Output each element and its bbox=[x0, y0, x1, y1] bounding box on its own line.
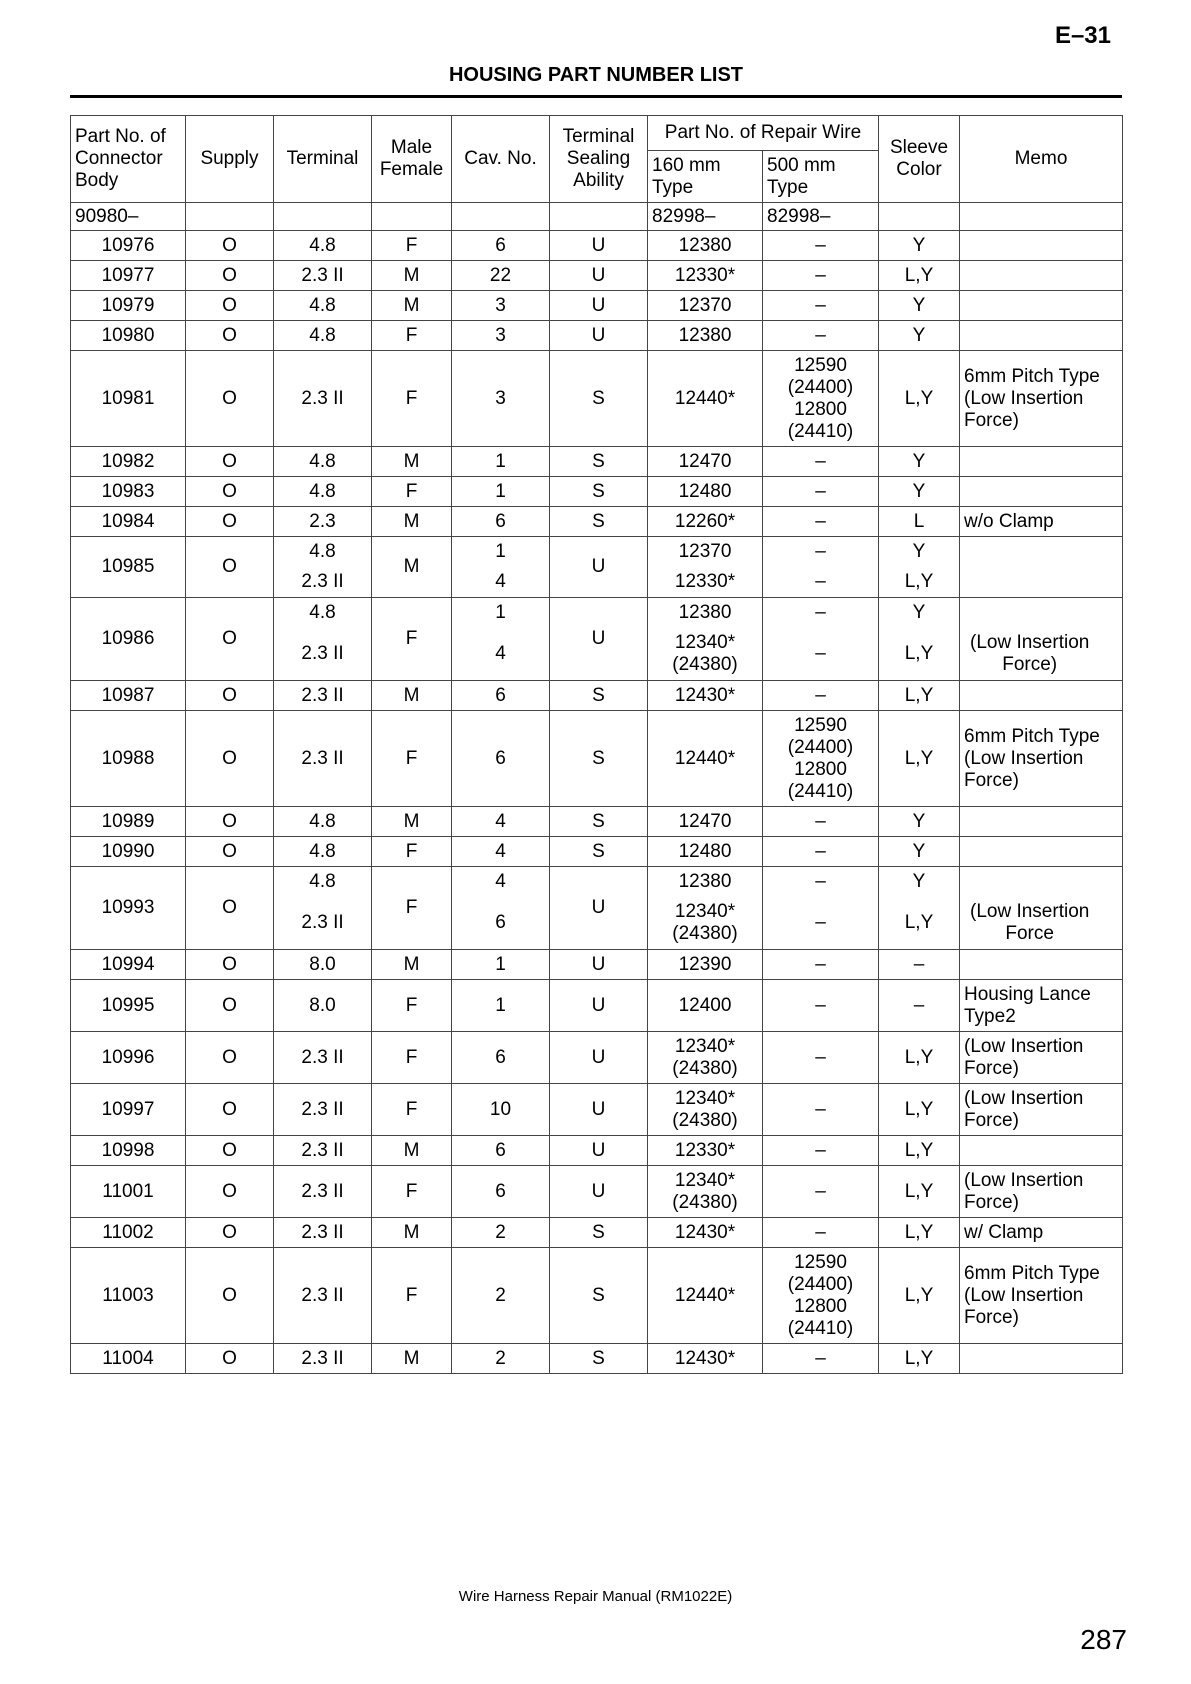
cell-500mm: 12590 (24400) 12800 (24410) bbox=[763, 1248, 879, 1344]
cell-sealing: S bbox=[550, 1218, 648, 1248]
cell-male-female: F bbox=[372, 1032, 452, 1084]
table-row bbox=[71, 980, 1123, 1032]
table-row bbox=[71, 867, 1123, 950]
table-row bbox=[71, 598, 1123, 681]
cell-500mm: – bbox=[763, 231, 879, 261]
cell-sleeve: Y bbox=[879, 837, 960, 867]
cell-sleeve: L,Y bbox=[879, 681, 960, 711]
cell-part-no: 10982 bbox=[71, 447, 186, 477]
cell-500mm: – bbox=[763, 807, 879, 837]
cell-sleeve: L,Y bbox=[879, 1084, 960, 1136]
cell-memo: (Low Insertion Force) bbox=[960, 1166, 1123, 1218]
prefix-row bbox=[71, 203, 1123, 231]
cell-sealing: U bbox=[550, 261, 648, 291]
cell-sealing: S bbox=[550, 681, 648, 711]
table-row bbox=[71, 507, 1123, 537]
cell-sealing: U bbox=[550, 1032, 648, 1084]
cell-160mm: 12330* bbox=[648, 261, 763, 291]
table-row bbox=[71, 837, 1123, 867]
cell-part-no: 10987 bbox=[71, 681, 186, 711]
cell-part-no: 10988 bbox=[71, 711, 186, 807]
cell-terminal: 4.8 bbox=[274, 291, 372, 321]
cell-part-no: 11002 bbox=[71, 1218, 186, 1248]
cell-terminal: 2.3 II bbox=[274, 1218, 372, 1248]
cell-male-female: M bbox=[372, 1344, 452, 1374]
cell-cav: 22 bbox=[452, 261, 550, 291]
cell-sealing: S bbox=[550, 711, 648, 807]
cell-part-no: 10993 bbox=[71, 867, 186, 950]
cell-500mm: – – bbox=[763, 598, 879, 681]
cell-160mm: 12400 bbox=[648, 980, 763, 1032]
cell-500mm: – bbox=[763, 1136, 879, 1166]
cell-sleeve: Y bbox=[879, 321, 960, 351]
cell-part-no: 10979 bbox=[71, 291, 186, 321]
cell-terminal: 2.3 II bbox=[274, 351, 372, 447]
cell-part-no: 10997 bbox=[71, 1084, 186, 1136]
cell-cav: 6 bbox=[452, 711, 550, 807]
cell-memo bbox=[960, 537, 1123, 598]
col-sleeve: Sleeve Color bbox=[879, 116, 960, 203]
cell-memo: w/ Clamp bbox=[960, 1218, 1123, 1248]
col-cav-no: Cav. No. bbox=[452, 116, 550, 203]
cell-supply: O bbox=[186, 1136, 274, 1166]
cell-supply: O bbox=[186, 1032, 274, 1084]
cell-160mm: 12440* bbox=[648, 1248, 763, 1344]
cell-terminal: 2.3 II bbox=[274, 711, 372, 807]
cell-500mm: – bbox=[763, 261, 879, 291]
cell-memo bbox=[960, 681, 1123, 711]
cell-male-female: M bbox=[372, 507, 452, 537]
cell-part-no: 10995 bbox=[71, 980, 186, 1032]
cell-cav: 6 bbox=[452, 681, 550, 711]
col-sealing: Terminal Sealing Ability bbox=[550, 116, 648, 203]
cell-cav: 4 6 bbox=[452, 867, 550, 950]
cell-160mm: 12430* bbox=[648, 1218, 763, 1248]
housing-part-table bbox=[70, 115, 1123, 1374]
cell-160mm: 12430* bbox=[648, 1344, 763, 1374]
table-row bbox=[71, 1248, 1123, 1344]
cell-160mm: 12260* bbox=[648, 507, 763, 537]
cell-sleeve: L,Y bbox=[879, 711, 960, 807]
cell-part-no: 10976 bbox=[71, 231, 186, 261]
cell-terminal: 4.8 2.3 II bbox=[274, 537, 372, 598]
cell-terminal: 2.3 II bbox=[274, 1136, 372, 1166]
cell-part-no: 10990 bbox=[71, 837, 186, 867]
cell-sealing: U bbox=[550, 1136, 648, 1166]
cell-160mm: 12480 bbox=[648, 477, 763, 507]
cell-memo: w/o Clamp bbox=[960, 507, 1123, 537]
cell-cav: 1 bbox=[452, 447, 550, 477]
cell-terminal: 4.8 bbox=[274, 807, 372, 837]
cell-terminal: 2.3 II bbox=[274, 1084, 372, 1136]
cell-male-female: F bbox=[372, 351, 452, 447]
cell-terminal: 4.8 bbox=[274, 447, 372, 477]
cell-male-female: M bbox=[372, 537, 452, 598]
cell-supply: O bbox=[186, 950, 274, 980]
cell-memo bbox=[960, 807, 1123, 837]
cell-terminal: 4.8 2.3 II bbox=[274, 867, 372, 950]
cell-500mm: – bbox=[763, 980, 879, 1032]
cell-male-female: M bbox=[372, 1136, 452, 1166]
cell-sleeve: Y bbox=[879, 447, 960, 477]
cell-cav: 2 bbox=[452, 1344, 550, 1374]
cell-160mm: 12470 bbox=[648, 807, 763, 837]
cell-supply: O bbox=[186, 867, 274, 950]
table-row bbox=[71, 950, 1123, 980]
cell-terminal: 8.0 bbox=[274, 950, 372, 980]
cell-sealing: S bbox=[550, 477, 648, 507]
cell-500mm: – bbox=[763, 1344, 879, 1374]
cell-memo bbox=[960, 950, 1123, 980]
col-memo: Memo bbox=[960, 116, 1123, 203]
cell-sealing: U bbox=[550, 950, 648, 980]
cell-cav: 4 bbox=[452, 807, 550, 837]
cell-500mm: – bbox=[763, 291, 879, 321]
cell-160mm: 12380 12340* (24380) bbox=[648, 598, 763, 681]
cell-part-no: 10977 bbox=[71, 261, 186, 291]
cell-500mm: – bbox=[763, 681, 879, 711]
table-row bbox=[71, 1344, 1123, 1374]
cell-part-no: 10986 bbox=[71, 598, 186, 681]
cell-memo: 6mm Pitch Type (Low Insertion Force) bbox=[960, 711, 1123, 807]
cell-part-no: 11004 bbox=[71, 1344, 186, 1374]
table-row bbox=[71, 231, 1123, 261]
cell-supply: O bbox=[186, 598, 274, 681]
table-row bbox=[71, 807, 1123, 837]
cell-cav: 1 bbox=[452, 477, 550, 507]
cell-male-female: F bbox=[372, 1166, 452, 1218]
t160-prefix: 82998– bbox=[648, 203, 763, 231]
cell-supply: O bbox=[186, 837, 274, 867]
cell-part-no: 11003 bbox=[71, 1248, 186, 1344]
page-title: HOUSING PART NUMBER LIST bbox=[448, 64, 744, 86]
cell-sleeve: L bbox=[879, 507, 960, 537]
cell-male-female: F bbox=[372, 321, 452, 351]
cell-sealing: S bbox=[550, 837, 648, 867]
cell-memo bbox=[960, 447, 1123, 477]
cell-500mm: – bbox=[763, 507, 879, 537]
cell-500mm: – bbox=[763, 1084, 879, 1136]
cell-male-female: F bbox=[372, 980, 452, 1032]
cell-sleeve: L,Y bbox=[879, 261, 960, 291]
cell-memo bbox=[960, 291, 1123, 321]
cell-supply: O bbox=[186, 291, 274, 321]
col-repair-wire: Part No. of Repair Wire bbox=[648, 116, 879, 151]
cell-male-female: F bbox=[372, 867, 452, 950]
cell-supply: O bbox=[186, 477, 274, 507]
cell-sealing: U bbox=[550, 231, 648, 261]
cell-sleeve: Y bbox=[879, 477, 960, 507]
table-row bbox=[71, 477, 1123, 507]
cell-sleeve: L,Y bbox=[879, 1032, 960, 1084]
col-500mm: 500 mm Type bbox=[763, 151, 879, 203]
cell-sleeve: L,Y bbox=[879, 1344, 960, 1374]
cell-sealing: U bbox=[550, 1166, 648, 1218]
cell-male-female: M bbox=[372, 447, 452, 477]
footer-manual: Wire Harness Repair Manual (RM1022E) bbox=[458, 1588, 733, 1605]
cell-supply: O bbox=[186, 447, 274, 477]
cell-500mm: – bbox=[763, 447, 879, 477]
cell-160mm: 12440* bbox=[648, 711, 763, 807]
cell-male-female: F bbox=[372, 598, 452, 681]
cell-sleeve: Y bbox=[879, 291, 960, 321]
cell-sleeve: L,Y bbox=[879, 1218, 960, 1248]
page-number: 287 bbox=[1080, 1624, 1127, 1655]
cell-cav: 6 bbox=[452, 231, 550, 261]
cell-sealing: S bbox=[550, 807, 648, 837]
cell-part-no: 10983 bbox=[71, 477, 186, 507]
cell-male-female: M bbox=[372, 807, 452, 837]
cell-terminal: 4.8 bbox=[274, 837, 372, 867]
table-row bbox=[71, 351, 1123, 447]
cell-part-no: 10989 bbox=[71, 807, 186, 837]
table-body bbox=[71, 203, 1123, 1374]
cell-supply: O bbox=[186, 1166, 274, 1218]
cell-memo: (Low Insertion Force) bbox=[960, 1032, 1123, 1084]
cell-terminal: 2.3 II bbox=[274, 261, 372, 291]
cell-terminal: 4.8 bbox=[274, 231, 372, 261]
cell-part-no: 10985 bbox=[71, 537, 186, 598]
cell-supply: O bbox=[186, 351, 274, 447]
cell-sealing: U bbox=[550, 291, 648, 321]
cell-sleeve: Y bbox=[879, 807, 960, 837]
cell-sealing: S bbox=[550, 1248, 648, 1344]
cell-sealing: S bbox=[550, 1344, 648, 1374]
cell-supply: O bbox=[186, 1344, 274, 1374]
cell-male-female: F bbox=[372, 1084, 452, 1136]
cell-male-female: F bbox=[372, 477, 452, 507]
cell-terminal: 4.8 bbox=[274, 477, 372, 507]
cell-memo: 6mm Pitch Type (Low Insertion Force) bbox=[960, 1248, 1123, 1344]
cell-supply: O bbox=[186, 1248, 274, 1344]
cell-memo: Housing Lance Type2 bbox=[960, 980, 1123, 1032]
table-row bbox=[71, 1166, 1123, 1218]
part-prefix: 90980– bbox=[71, 203, 186, 231]
cell-160mm: 12340* (24380) bbox=[648, 1032, 763, 1084]
cell-sealing: U bbox=[550, 321, 648, 351]
cell-part-no: 10984 bbox=[71, 507, 186, 537]
cell-160mm: 12430* bbox=[648, 681, 763, 711]
cell-memo: (Low Insertion Force) bbox=[960, 598, 1123, 681]
cell-sealing: U bbox=[550, 867, 648, 950]
cell-cav: 2 bbox=[452, 1218, 550, 1248]
col-terminal: Terminal bbox=[274, 116, 372, 203]
cell-160mm: 12480 bbox=[648, 837, 763, 867]
cell-terminal: 4.8 2.3 II bbox=[274, 598, 372, 681]
title-divider bbox=[70, 95, 1122, 98]
cell-part-no: 10980 bbox=[71, 321, 186, 351]
cell-500mm: – – bbox=[763, 867, 879, 950]
cell-sleeve: Y L,Y bbox=[879, 537, 960, 598]
table-row bbox=[71, 711, 1123, 807]
cell-cav: 4 bbox=[452, 837, 550, 867]
table-row bbox=[71, 1218, 1123, 1248]
cell-supply: O bbox=[186, 1218, 274, 1248]
cell-male-female: M bbox=[372, 1218, 452, 1248]
cell-terminal: 8.0 bbox=[274, 980, 372, 1032]
cell-sealing: U bbox=[550, 598, 648, 681]
cell-male-female: F bbox=[372, 837, 452, 867]
cell-part-no: 10998 bbox=[71, 1136, 186, 1166]
table-row bbox=[71, 537, 1123, 598]
cell-cav: 1 4 bbox=[452, 598, 550, 681]
cell-cav: 6 bbox=[452, 1032, 550, 1084]
table-row bbox=[71, 321, 1123, 351]
cell-160mm: 12340* (24380) bbox=[648, 1166, 763, 1218]
cell-sealing: S bbox=[550, 447, 648, 477]
cell-cav: 10 bbox=[452, 1084, 550, 1136]
cell-memo bbox=[960, 837, 1123, 867]
cell-memo: (Low Insertion Force bbox=[960, 867, 1123, 950]
cell-memo: (Low Insertion Force) bbox=[960, 1084, 1123, 1136]
cell-terminal: 2.3 II bbox=[274, 1344, 372, 1374]
cell-cav: 6 bbox=[452, 1166, 550, 1218]
cell-cav: 2 bbox=[452, 1248, 550, 1344]
table-row bbox=[71, 261, 1123, 291]
cell-160mm: 12440* bbox=[648, 351, 763, 447]
cell-500mm: – bbox=[763, 1166, 879, 1218]
col-male-female: Male Female bbox=[372, 116, 452, 203]
cell-male-female: F bbox=[372, 1248, 452, 1344]
cell-supply: O bbox=[186, 711, 274, 807]
cell-500mm: 12590 (24400) 12800 (24410) bbox=[763, 711, 879, 807]
cell-500mm: 12590 (24400) 12800 (24410) bbox=[763, 351, 879, 447]
t500-prefix: 82998– bbox=[763, 203, 879, 231]
cell-500mm: – bbox=[763, 321, 879, 351]
cell-memo bbox=[960, 477, 1123, 507]
col-160mm: 160 mm Type bbox=[648, 151, 763, 203]
cell-sealing: U bbox=[550, 537, 648, 598]
cell-part-no: 10996 bbox=[71, 1032, 186, 1084]
cell-sealing: S bbox=[550, 351, 648, 447]
cell-sealing: U bbox=[550, 1084, 648, 1136]
cell-memo bbox=[960, 261, 1123, 291]
cell-memo bbox=[960, 321, 1123, 351]
cell-500mm: – bbox=[763, 950, 879, 980]
cell-cav: 1 bbox=[452, 980, 550, 1032]
cell-terminal: 2.3 II bbox=[274, 1032, 372, 1084]
cell-160mm: 12340* (24380) bbox=[648, 1084, 763, 1136]
cell-sleeve: L,Y bbox=[879, 1248, 960, 1344]
cell-supply: O bbox=[186, 807, 274, 837]
col-supply: Supply bbox=[186, 116, 274, 203]
cell-male-female: M bbox=[372, 681, 452, 711]
cell-sleeve: L,Y bbox=[879, 351, 960, 447]
cell-160mm: 12370 12330* bbox=[648, 537, 763, 598]
cell-memo bbox=[960, 1136, 1123, 1166]
cell-160mm: 12370 bbox=[648, 291, 763, 321]
cell-terminal: 2.3 II bbox=[274, 1166, 372, 1218]
cell-sleeve: L,Y bbox=[879, 1166, 960, 1218]
cell-male-female: M bbox=[372, 291, 452, 321]
cell-supply: O bbox=[186, 261, 274, 291]
cell-cav: 1 4 bbox=[452, 537, 550, 598]
table-row bbox=[71, 291, 1123, 321]
cell-cav: 3 bbox=[452, 321, 550, 351]
cell-terminal: 2.3 bbox=[274, 507, 372, 537]
cell-supply: O bbox=[186, 681, 274, 711]
cell-memo bbox=[960, 1344, 1123, 1374]
cell-male-female: F bbox=[372, 711, 452, 807]
cell-500mm: – – bbox=[763, 537, 879, 598]
cell-supply: O bbox=[186, 231, 274, 261]
cell-male-female: M bbox=[372, 950, 452, 980]
col-part-no: Part No. of Connector Body bbox=[71, 116, 186, 203]
cell-160mm: 12380 12340* (24380) bbox=[648, 867, 763, 950]
cell-500mm: – bbox=[763, 1032, 879, 1084]
cell-cav: 3 bbox=[452, 351, 550, 447]
cell-part-no: 10981 bbox=[71, 351, 186, 447]
cell-memo: 6mm Pitch Type (Low Insertion Force) bbox=[960, 351, 1123, 447]
table-row bbox=[71, 447, 1123, 477]
cell-sleeve: Y bbox=[879, 231, 960, 261]
cell-cav: 6 bbox=[452, 1136, 550, 1166]
cell-160mm: 12390 bbox=[648, 950, 763, 980]
cell-memo bbox=[960, 231, 1123, 261]
cell-160mm: 12330* bbox=[648, 1136, 763, 1166]
cell-supply: O bbox=[186, 1084, 274, 1136]
cell-500mm: – bbox=[763, 837, 879, 867]
table-row bbox=[71, 681, 1123, 711]
cell-sleeve: Y L,Y bbox=[879, 867, 960, 950]
cell-cav: 6 bbox=[452, 507, 550, 537]
section-number: E–31 bbox=[1054, 22, 1111, 49]
cell-160mm: 12380 bbox=[648, 231, 763, 261]
cell-cav: 1 bbox=[452, 950, 550, 980]
cell-male-female: M bbox=[372, 261, 452, 291]
cell-sleeve: Y L,Y bbox=[879, 598, 960, 681]
cell-160mm: 12380 bbox=[648, 321, 763, 351]
cell-sleeve: L,Y bbox=[879, 1136, 960, 1166]
cell-supply: O bbox=[186, 980, 274, 1032]
cell-sleeve: – bbox=[879, 980, 960, 1032]
cell-supply: O bbox=[186, 507, 274, 537]
cell-terminal: 2.3 II bbox=[274, 681, 372, 711]
cell-supply: O bbox=[186, 537, 274, 598]
cell-terminal: 4.8 bbox=[274, 321, 372, 351]
cell-500mm: – bbox=[763, 1218, 879, 1248]
table-row bbox=[71, 1084, 1123, 1136]
cell-cav: 3 bbox=[452, 291, 550, 321]
table-row bbox=[71, 1032, 1123, 1084]
cell-terminal: 2.3 II bbox=[274, 1248, 372, 1344]
cell-male-female: F bbox=[372, 231, 452, 261]
cell-500mm: – bbox=[763, 477, 879, 507]
cell-sleeve: – bbox=[879, 950, 960, 980]
cell-sealing: U bbox=[550, 980, 648, 1032]
cell-supply: O bbox=[186, 321, 274, 351]
cell-sealing: S bbox=[550, 507, 648, 537]
cell-160mm: 12470 bbox=[648, 447, 763, 477]
table-row bbox=[71, 1136, 1123, 1166]
cell-part-no: 10994 bbox=[71, 950, 186, 980]
cell-part-no: 11001 bbox=[71, 1166, 186, 1218]
